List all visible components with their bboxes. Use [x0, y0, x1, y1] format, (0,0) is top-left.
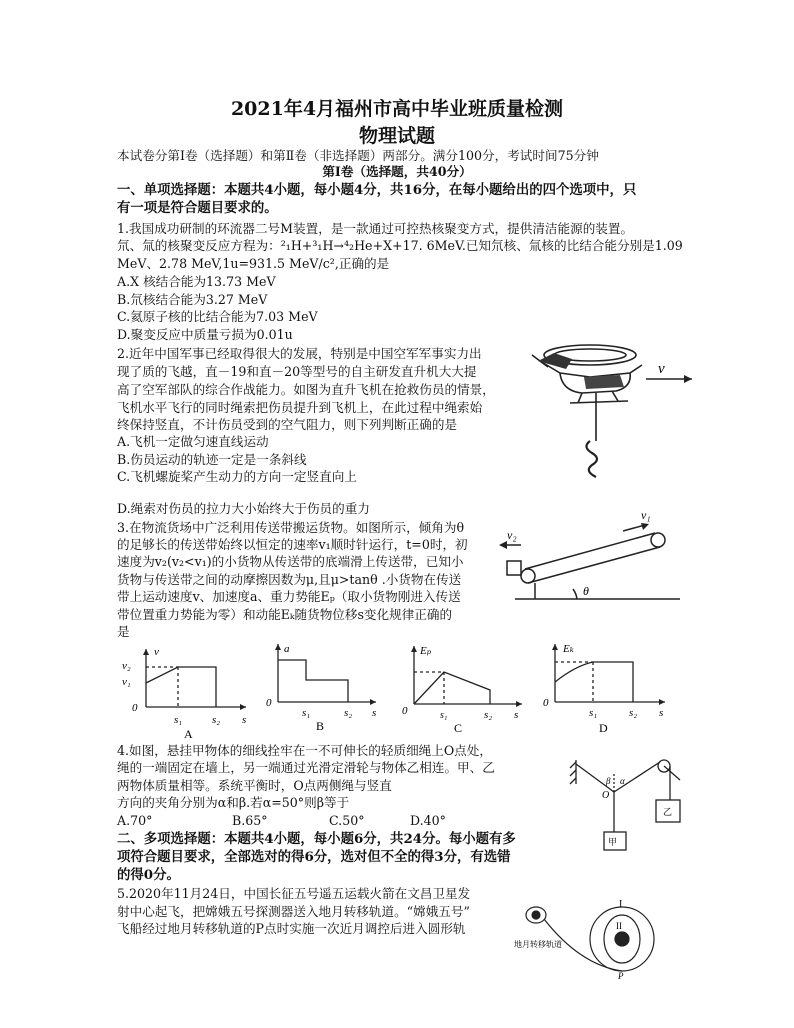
graph-a-o: 0 — [132, 702, 138, 714]
q4-fig-beta: β — [606, 776, 611, 786]
graph-a-v1: v₁ — [122, 676, 131, 688]
q5-fig-P: P — [618, 971, 624, 980]
graph-c-s1: s₁ — [440, 710, 448, 721]
graph-d — [535, 640, 675, 740]
q5-line-1: 5.2020年11月24日，中国长征五号遥五运载火箭在文昌卫星发 — [117, 886, 471, 901]
graph-c-s2: s₂ — [484, 709, 493, 721]
graph-a-s2: s₂ — [212, 714, 221, 726]
q2-option-d: D.绳索对伤员的拉力大小始终大于伤员的重力 — [117, 501, 370, 516]
q4-option-b: B.65° — [232, 813, 268, 828]
q2-line-3: 高了空军部队的综合作战能力。如图为直升飞机在抢救伤员的情景， — [117, 382, 495, 397]
graph-d-s: s — [659, 707, 664, 719]
graph-d-label: D — [599, 721, 608, 735]
q4-line-2: 绳的一端固定在墙上，另一端通过光滑定滑轮与物体乙相连。甲、乙 — [117, 760, 495, 775]
graph-d-s2: s₂ — [629, 707, 638, 719]
graph-b-s1: s₁ — [302, 707, 311, 719]
graph-c-y: Eₚ — [420, 645, 432, 657]
graph-c-o: 0 — [402, 705, 408, 717]
conveyor-figure — [495, 505, 695, 615]
section2-heading-3: 的得0分。 — [117, 867, 180, 883]
q2-option-c: C.飞机螺旋桨产生动力的方向一定竖直向上 — [117, 469, 357, 484]
graph-b-s: s — [372, 707, 377, 719]
pulley-figure — [568, 758, 698, 858]
helicopter-figure — [520, 333, 700, 481]
q1-option-a: A.X 核结合能为13.73 MeV — [117, 274, 276, 289]
section2-heading-1: 二、多项选择题：本题共4小题，每小题6分，共24分。每小题有多 — [117, 831, 516, 847]
q4-fig-alpha: α — [620, 776, 625, 786]
q4-line-3: 两物体质量相等。系统平衡时，O点两侧绳与竖直 — [117, 778, 392, 793]
q4-option-c: C.50° — [329, 813, 365, 828]
graph-a-s: s — [242, 714, 247, 726]
graph-c-s: s — [514, 709, 519, 721]
q4-fig-o: O — [602, 790, 610, 801]
q1-option-d: D.聚变反应中质量亏损为0.01u — [117, 327, 293, 342]
q4-line-4: 方向的夹角分别为α和β.若α=50°则β等于 — [117, 795, 350, 810]
q2-line-4: 飞机水平飞行的同时绳索把伤员提升到飞机上，在此过程中绳索始 — [117, 400, 483, 415]
q4-option-d: D.40° — [410, 813, 446, 828]
graph-d-y: Eₖ — [563, 643, 574, 655]
graph-b — [258, 640, 388, 740]
graph-a — [118, 645, 258, 740]
graph-b-s2: s₂ — [344, 707, 353, 719]
section2-heading-2: 项符合题目要求，全部选对的得6分，选对但不全的得3分，有选错 — [117, 849, 511, 865]
q4-fig-jia: 甲 — [608, 837, 618, 847]
graph-c — [400, 642, 530, 740]
orbit-figure — [510, 895, 680, 980]
graph-a-s1: s₁ — [174, 714, 183, 726]
graph-c-label: C — [454, 721, 463, 735]
q3-line-4: 货物与传送带之间的动摩擦因数为μ,且μ>tanθ .小货物在传送 — [117, 572, 462, 587]
graph-a-label: A — [184, 727, 193, 740]
q3-fig-v2: v₂ — [507, 528, 517, 542]
q2-fig-v: v — [658, 361, 665, 377]
graph-b-label: B — [316, 719, 325, 733]
graph-a-y: v — [154, 646, 159, 658]
part1-heading: 第Ⅰ卷（选择题，共40分） — [322, 164, 472, 179]
intro: 本试卷分第Ⅰ卷（选择题）和第Ⅱ卷（非选择题）两部分。满分100分，考试时间75分钟 — [117, 148, 599, 163]
graph-a-v2: v₂ — [122, 660, 131, 672]
q3-line-3: 速度为v₂(v₂<v₁)的小货物从传送带的底端滑上传送带，已知小 — [117, 554, 464, 569]
q3-line-5: 带上运动速度v、加速度a、重力势能Eₚ（取小货物刚进入传送 — [117, 589, 461, 604]
q2-option-a: A.飞机一定做匀速直线运动 — [117, 434, 269, 449]
q3-fig-v1: v₁ — [641, 508, 651, 522]
q1-line-1: 1.我国成功研制的环流器二号M装置，是一款通过可控热核聚变方式，提供清洁能源的装置。 — [117, 221, 634, 236]
q4-fig-yi: 乙 — [663, 807, 673, 817]
q2-line-1: 2.近年中国军事已经取得很大的发展，特别是中国空军军事实力出 — [117, 346, 482, 361]
q4-option-a: A.70° — [117, 813, 153, 828]
q3-line-7: 是 — [117, 624, 130, 639]
q1-line-3: MeV、2.78 MeV,1u=931.5 MeV/c²,正确的是 — [117, 256, 390, 271]
q5-fig-I: I — [619, 899, 623, 910]
q5-fig-caption: 地月转移轨道 — [514, 940, 562, 949]
q2-line-2: 现了质的飞越，直－19和直－20等型号的自主研发直升机大大提 — [117, 364, 477, 379]
q3-line-1: 3.在物流货场中广泛利用传送带搬运货物。如图所示，倾角为θ — [117, 520, 465, 535]
q3-line-6: 带位置重力势能为零）和动能Eₖ随货物位移s变化规律正确的 — [117, 607, 453, 622]
subtitle: 物理试题 — [358, 125, 435, 147]
q2-option-b: B.伤员运动的轨迹一定是一条斜线 — [117, 452, 307, 467]
q2-line-5: 终保持竖直，不计伤员受到的空气阻力，则下列判断正确的是 — [117, 417, 458, 432]
q5-line-2: 射中心起飞，把嫦娥五号探测器送入地月转移轨道。“嫦娥五号” — [117, 904, 470, 919]
q1-line-2: 氘、氚的核聚变反应方程为：²₁H+³₁H→⁴₂He+X+17. 6MeV.已知氘核、氚核的比结合能分别是1.09 — [117, 238, 683, 253]
q3-line-2: 的足够长的传送带始终以恒定的速率v₁顺时针运行，t=0时，初 — [117, 537, 468, 552]
graph-b-y: a — [284, 643, 290, 655]
q1-option-c: C.氦原子核的比结合能为7.03 MeV — [117, 309, 318, 324]
graph-b-o: 0 — [266, 697, 272, 709]
graph-d-s1: s₁ — [589, 707, 598, 719]
q4-line-1: 4.如图，悬挂甲物体的细线拴牢在一不可伸长的轻质细绳上O点处， — [117, 743, 492, 758]
q5-fig-II: II — [616, 921, 622, 931]
q3-fig-theta: θ — [583, 584, 589, 598]
q5-line-3: 飞船经过地月转移轨道的P点时实施一次近月调控后进入圆形轨 — [117, 921, 466, 936]
title: 2021年4月福州市高中毕业班质量检测 — [230, 98, 564, 120]
section1-heading-1: 一、单项选择题：本题共4小题，每小题4分，共16分，在每小题给出的四个选项中，只 — [117, 182, 637, 198]
section1-heading-2: 有一项是符合题目要求的。 — [117, 200, 278, 216]
graph-d-o: 0 — [543, 697, 549, 709]
q1-option-b: B.氘核结合能为3.27 MeV — [117, 292, 268, 307]
